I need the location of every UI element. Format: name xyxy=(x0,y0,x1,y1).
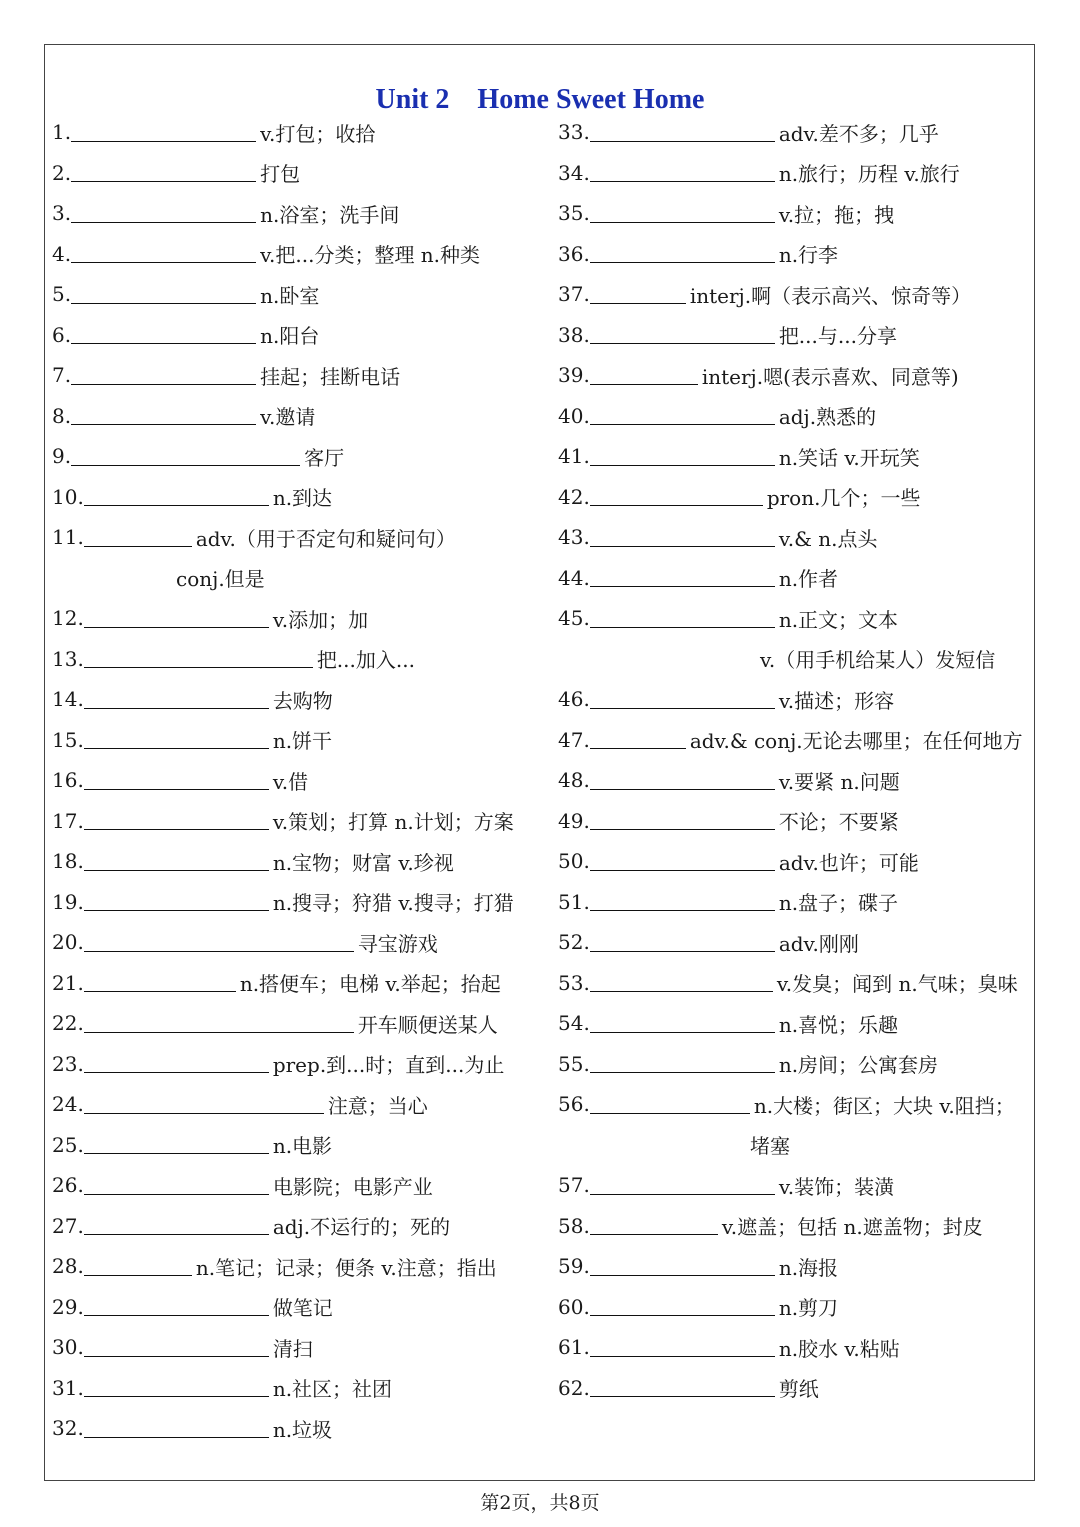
answer-blank[interactable] xyxy=(590,366,698,385)
item-meaning: n.笑话 v.开玩笑 xyxy=(778,445,920,470)
item-number: 2. xyxy=(52,160,72,185)
list-item xyxy=(558,963,1023,1004)
item-number: 21. xyxy=(52,970,84,995)
answer-blank[interactable] xyxy=(590,973,773,992)
list-item xyxy=(52,841,514,882)
item-meaning: 堵塞 xyxy=(750,1134,790,1159)
item-meaning: n.搭便车；电梯 v.举起；抬起 xyxy=(239,972,501,997)
right-column xyxy=(558,112,1023,1408)
item-meaning: interj.啊（表示高兴、惊奇等） xyxy=(689,283,972,308)
item-number: 24. xyxy=(52,1092,84,1117)
answer-blank[interactable] xyxy=(71,366,256,385)
answer-blank[interactable] xyxy=(590,933,775,952)
item-number: 32. xyxy=(52,1416,84,1441)
item-meaning: 把...加入... xyxy=(316,648,415,673)
item-meaning: 清扫 xyxy=(272,1336,313,1361)
answer-blank[interactable] xyxy=(590,771,775,790)
item-meaning: n.行李 xyxy=(778,243,839,268)
list-item xyxy=(52,963,514,1004)
item-meaning: v.拉；拖；拽 xyxy=(778,202,895,227)
list-item xyxy=(558,882,1023,923)
answer-blank[interactable] xyxy=(590,892,775,911)
item-number: 5. xyxy=(52,282,72,307)
item-number: 53. xyxy=(558,970,590,995)
item-number: 17. xyxy=(52,808,84,833)
list-item xyxy=(558,193,1023,234)
item-number: 52. xyxy=(558,930,590,955)
item-meaning: n.电影 xyxy=(272,1134,333,1159)
list-item xyxy=(52,517,514,558)
item-number: 16. xyxy=(52,768,84,793)
answer-blank[interactable] xyxy=(84,528,192,547)
list-item xyxy=(52,598,514,639)
answer-blank[interactable] xyxy=(71,406,256,425)
item-meaning: n.海报 xyxy=(778,1255,839,1280)
list-item xyxy=(558,1206,1023,1247)
item-meaning: v.添加；加 xyxy=(272,607,369,632)
list-item xyxy=(52,193,514,234)
answer-blank[interactable] xyxy=(590,568,775,587)
item-number: 23. xyxy=(52,1051,84,1076)
item-meaning: v.打包；收拾 xyxy=(260,121,376,146)
item-number: 40. xyxy=(558,403,590,428)
item-number: 19. xyxy=(52,889,84,914)
item-meaning: n.垃圾 xyxy=(272,1417,333,1442)
item-meaning: n.卧室 xyxy=(260,283,320,308)
item-meaning: v.要紧 n.问题 xyxy=(778,769,900,794)
item-meaning: 客厅 xyxy=(304,445,345,470)
list-item xyxy=(52,436,514,477)
list-item xyxy=(558,1327,1023,1368)
list-item xyxy=(558,234,1023,275)
item-meaning: 开车顺便送某人 xyxy=(357,1012,498,1037)
list-item xyxy=(558,1044,1023,1085)
answer-blank[interactable] xyxy=(84,487,269,506)
list-item xyxy=(558,1368,1023,1409)
item-number: 8. xyxy=(52,403,72,428)
item-number: 7. xyxy=(52,363,72,388)
item-meaning: v.策划；打算 n.计划；方案 xyxy=(272,810,514,835)
list-item xyxy=(52,112,514,153)
item-number: 34. xyxy=(558,160,590,185)
item-number: 36. xyxy=(558,241,590,266)
answer-blank[interactable] xyxy=(590,204,775,223)
answer-blank[interactable] xyxy=(84,1297,269,1316)
item-meaning: v.借 xyxy=(272,769,309,794)
answer-blank[interactable] xyxy=(71,123,256,142)
list-item xyxy=(52,1125,514,1166)
item-number: 22. xyxy=(52,1011,84,1036)
list-item xyxy=(558,274,1023,315)
list-item xyxy=(558,558,1023,599)
item-meaning: n.正文；文本 xyxy=(778,607,899,632)
answer-blank[interactable] xyxy=(84,1419,269,1438)
list-item xyxy=(558,1165,1023,1206)
list-item xyxy=(52,1246,514,1287)
item-number: 9. xyxy=(52,444,72,469)
item-number: 13. xyxy=(52,646,84,671)
item-number: 49. xyxy=(558,808,590,833)
list-item xyxy=(52,1327,514,1368)
item-meaning: v.发臭；闻到 n.气味；臭味 xyxy=(776,972,1018,997)
item-meaning: v.把...分类；整理 n.种类 xyxy=(260,243,481,268)
answer-blank[interactable] xyxy=(84,1176,269,1195)
item-number: 56. xyxy=(558,1092,590,1117)
item-meaning: adj.不运行的；死的 xyxy=(272,1215,451,1240)
answer-blank[interactable] xyxy=(84,1216,269,1235)
list-item xyxy=(52,1206,514,1247)
item-meaning: adv.刚刚 xyxy=(778,931,859,956)
list-item xyxy=(52,639,514,680)
item-number: 51. xyxy=(558,889,590,914)
answer-blank[interactable] xyxy=(84,1378,269,1397)
item-meaning: n.作者 xyxy=(778,567,839,592)
item-meaning: n.饼干 xyxy=(272,729,333,754)
item-number: 47. xyxy=(558,727,590,752)
item-number: 11. xyxy=(52,525,84,550)
item-number: 18. xyxy=(52,849,84,874)
list-item xyxy=(558,841,1023,882)
item-meaning: adv.& conj.无论去哪里；在任何地方 xyxy=(689,729,1023,754)
item-number: 29. xyxy=(52,1294,84,1319)
item-number: 1. xyxy=(52,120,72,145)
answer-blank[interactable] xyxy=(590,163,775,182)
item-meaning: conj.但是 xyxy=(176,567,265,592)
answer-blank[interactable] xyxy=(590,1338,775,1357)
list-item xyxy=(558,1003,1023,1044)
list-item xyxy=(558,355,1023,396)
unit-title: Unit 2 Home Sweet Home xyxy=(375,84,705,115)
answer-blank[interactable] xyxy=(590,325,775,344)
list-item xyxy=(52,720,514,761)
item-meaning: 不论；不要紧 xyxy=(778,810,899,835)
list-item xyxy=(558,396,1023,437)
item-number: 59. xyxy=(558,1254,590,1279)
item-number: 57. xyxy=(558,1173,590,1198)
item-meaning: adv.也许；可能 xyxy=(778,850,919,875)
answer-blank[interactable] xyxy=(590,285,686,304)
item-meaning: v.& n.点头 xyxy=(778,526,878,551)
answer-blank[interactable] xyxy=(84,1257,192,1276)
answer-blank[interactable] xyxy=(590,1216,718,1235)
answer-blank[interactable] xyxy=(590,487,763,506)
answer-blank[interactable] xyxy=(590,1014,775,1033)
item-number: 58. xyxy=(558,1213,590,1238)
list-item xyxy=(558,720,1023,761)
answer-blank[interactable] xyxy=(590,1054,775,1073)
item-number: 26. xyxy=(52,1173,84,1198)
answer-blank[interactable] xyxy=(590,447,775,466)
list-item xyxy=(52,1287,514,1328)
item-meaning: 做笔记 xyxy=(272,1296,333,1321)
list-item xyxy=(52,234,514,275)
item-meaning: v.（用手机给某人）发短信 xyxy=(760,648,996,673)
list-item xyxy=(558,477,1023,518)
item-number: 3. xyxy=(52,201,72,226)
answer-blank[interactable] xyxy=(71,244,256,263)
answer-blank[interactable] xyxy=(71,285,256,304)
item-number: 48. xyxy=(558,768,590,793)
list-item xyxy=(52,274,514,315)
item-number: 44. xyxy=(558,565,590,590)
list-item xyxy=(52,760,514,801)
list-item xyxy=(558,1287,1023,1328)
list-item xyxy=(558,679,1023,720)
item-number: 37. xyxy=(558,282,590,307)
answer-blank[interactable] xyxy=(84,1054,269,1073)
answer-blank[interactable] xyxy=(590,123,775,142)
list-item xyxy=(52,679,514,720)
answer-blank[interactable] xyxy=(84,690,269,709)
left-column xyxy=(52,112,514,1449)
answer-blank[interactable] xyxy=(590,528,775,547)
list-item xyxy=(52,315,514,356)
list-item xyxy=(52,1044,514,1085)
list-item xyxy=(558,922,1023,963)
item-number: 54. xyxy=(558,1011,590,1036)
list-item xyxy=(52,477,514,518)
item-meaning: n.胶水 v.粘贴 xyxy=(778,1336,900,1361)
item-meaning: n.笔记；记录；便条 v.注意；指出 xyxy=(195,1255,497,1280)
item-meaning: n.到达 xyxy=(272,486,333,511)
list-item xyxy=(558,112,1023,153)
answer-blank[interactable] xyxy=(84,1014,354,1033)
list-item xyxy=(52,1165,514,1206)
answer-blank[interactable] xyxy=(84,933,354,952)
answer-blank[interactable] xyxy=(590,1378,775,1397)
list-item xyxy=(52,801,514,842)
item-number: 28. xyxy=(52,1254,84,1279)
item-meaning: n.盘子；碟子 xyxy=(778,891,899,916)
answer-blank[interactable] xyxy=(84,771,269,790)
item-meaning: n.大楼；街区；大块 v.阻挡； xyxy=(753,1093,1015,1118)
item-number: 6. xyxy=(52,322,72,347)
list-item xyxy=(52,922,514,963)
item-number: 20. xyxy=(52,930,84,955)
answer-blank[interactable] xyxy=(590,690,775,709)
answer-blank[interactable] xyxy=(590,406,775,425)
item-meaning: adj.熟悉的 xyxy=(778,405,877,430)
item-number: 25. xyxy=(52,1132,84,1157)
item-meaning: 把...与...分享 xyxy=(778,324,897,349)
item-number: 33. xyxy=(558,120,590,145)
list-item xyxy=(558,153,1023,194)
item-meaning: v.装饰；装潢 xyxy=(778,1174,895,1199)
item-meaning: n.旅行；历程 v.旅行 xyxy=(778,162,960,187)
item-number: 43. xyxy=(558,525,590,550)
item-meaning: n.宝物；财富 v.珍视 xyxy=(272,850,454,875)
item-number: 4. xyxy=(52,241,72,266)
list-item xyxy=(52,396,514,437)
answer-blank[interactable] xyxy=(84,852,269,871)
item-number: 39. xyxy=(558,363,590,388)
answer-blank[interactable] xyxy=(590,811,775,830)
list-item xyxy=(52,882,514,923)
item-number: 14. xyxy=(52,687,84,712)
answer-blank[interactable] xyxy=(590,1095,750,1114)
list-item xyxy=(52,355,514,396)
answer-blank[interactable] xyxy=(590,609,775,628)
answer-blank[interactable] xyxy=(590,852,775,871)
answer-blank[interactable] xyxy=(590,1176,775,1195)
item-number: 12. xyxy=(52,606,84,631)
item-meaning: n.房间；公寓套房 xyxy=(778,1053,939,1078)
answer-blank[interactable] xyxy=(84,1095,324,1114)
item-meaning: 电影院；电影产业 xyxy=(272,1174,433,1199)
list-item xyxy=(558,760,1023,801)
list-item xyxy=(558,436,1023,477)
item-meaning: n.浴室；洗手间 xyxy=(260,202,400,227)
item-meaning: n.搜寻；狩猎 v.搜寻；打猎 xyxy=(272,891,514,916)
answer-blank[interactable] xyxy=(84,1338,269,1357)
item-meaning: n.阳台 xyxy=(260,324,320,349)
item-meaning: 去购物 xyxy=(272,688,333,713)
item-meaning: interj.嗯(表示喜欢、同意等) xyxy=(701,364,959,389)
item-meaning: pron.几个；一些 xyxy=(766,486,921,511)
answer-blank[interactable] xyxy=(84,649,313,668)
item-number: 41. xyxy=(558,444,590,469)
list-item xyxy=(558,801,1023,842)
item-meaning: n.社区；社团 xyxy=(272,1377,393,1402)
list-item xyxy=(52,1003,514,1044)
item-meaning: adv.（用于否定句和疑问句） xyxy=(195,526,456,551)
answer-blank[interactable] xyxy=(84,730,269,749)
list-item xyxy=(558,1084,1023,1125)
list-item xyxy=(52,1408,514,1449)
item-meaning: adv.差不多；几乎 xyxy=(778,121,939,146)
item-number: 35. xyxy=(558,201,590,226)
answer-blank[interactable] xyxy=(84,609,269,628)
item-number: 55. xyxy=(558,1051,590,1076)
answer-blank[interactable] xyxy=(71,163,256,182)
item-number: 30. xyxy=(52,1335,84,1360)
item-number: 38. xyxy=(558,322,590,347)
answer-blank[interactable] xyxy=(84,973,236,992)
item-meaning: 寻宝游戏 xyxy=(357,931,438,956)
list-item xyxy=(558,1246,1023,1287)
list-item-continuation xyxy=(558,639,1023,680)
item-meaning: 剪纸 xyxy=(778,1377,819,1402)
answer-blank[interactable] xyxy=(590,730,686,749)
list-item xyxy=(558,598,1023,639)
answer-blank[interactable] xyxy=(71,447,300,466)
answer-blank[interactable] xyxy=(71,325,256,344)
item-meaning: n.剪刀 xyxy=(778,1296,839,1321)
list-item-continuation xyxy=(558,1125,1023,1166)
answer-blank[interactable] xyxy=(71,204,256,223)
item-meaning: prep.到...时；直到...为止 xyxy=(272,1053,505,1078)
item-meaning: v.描述；形容 xyxy=(778,688,895,713)
item-number: 10. xyxy=(52,484,84,509)
item-number: 31. xyxy=(52,1375,84,1400)
item-number: 42. xyxy=(558,484,590,509)
item-number: 61. xyxy=(558,1335,590,1360)
item-number: 15. xyxy=(52,727,84,752)
item-meaning: n.喜悦；乐趣 xyxy=(778,1012,899,1037)
item-number: 60. xyxy=(558,1294,590,1319)
list-item xyxy=(558,517,1023,558)
list-item xyxy=(558,315,1023,356)
answer-blank[interactable] xyxy=(590,1257,775,1276)
item-number: 45. xyxy=(558,606,590,631)
page-number: 第2页，共8页 xyxy=(480,1492,600,1514)
answer-blank[interactable] xyxy=(84,1135,269,1154)
item-meaning: 打包 xyxy=(260,162,301,187)
item-meaning: 挂起；挂断电话 xyxy=(260,364,401,389)
answer-blank[interactable] xyxy=(590,244,775,263)
item-number: 62. xyxy=(558,1375,590,1400)
item-meaning: 注意；当心 xyxy=(327,1093,428,1118)
item-meaning: v.邀请 xyxy=(260,405,316,430)
item-meaning: v.遮盖；包括 n.遮盖物；封皮 xyxy=(721,1215,983,1240)
list-item xyxy=(52,1368,514,1409)
answer-blank[interactable] xyxy=(84,892,269,911)
list-item xyxy=(52,1084,514,1125)
answer-blank[interactable] xyxy=(590,1297,775,1316)
item-number: 46. xyxy=(558,687,590,712)
list-item-continuation xyxy=(52,558,514,599)
item-number: 27. xyxy=(52,1213,84,1238)
answer-blank[interactable] xyxy=(84,811,269,830)
list-item xyxy=(52,153,514,194)
item-number: 50. xyxy=(558,849,590,874)
